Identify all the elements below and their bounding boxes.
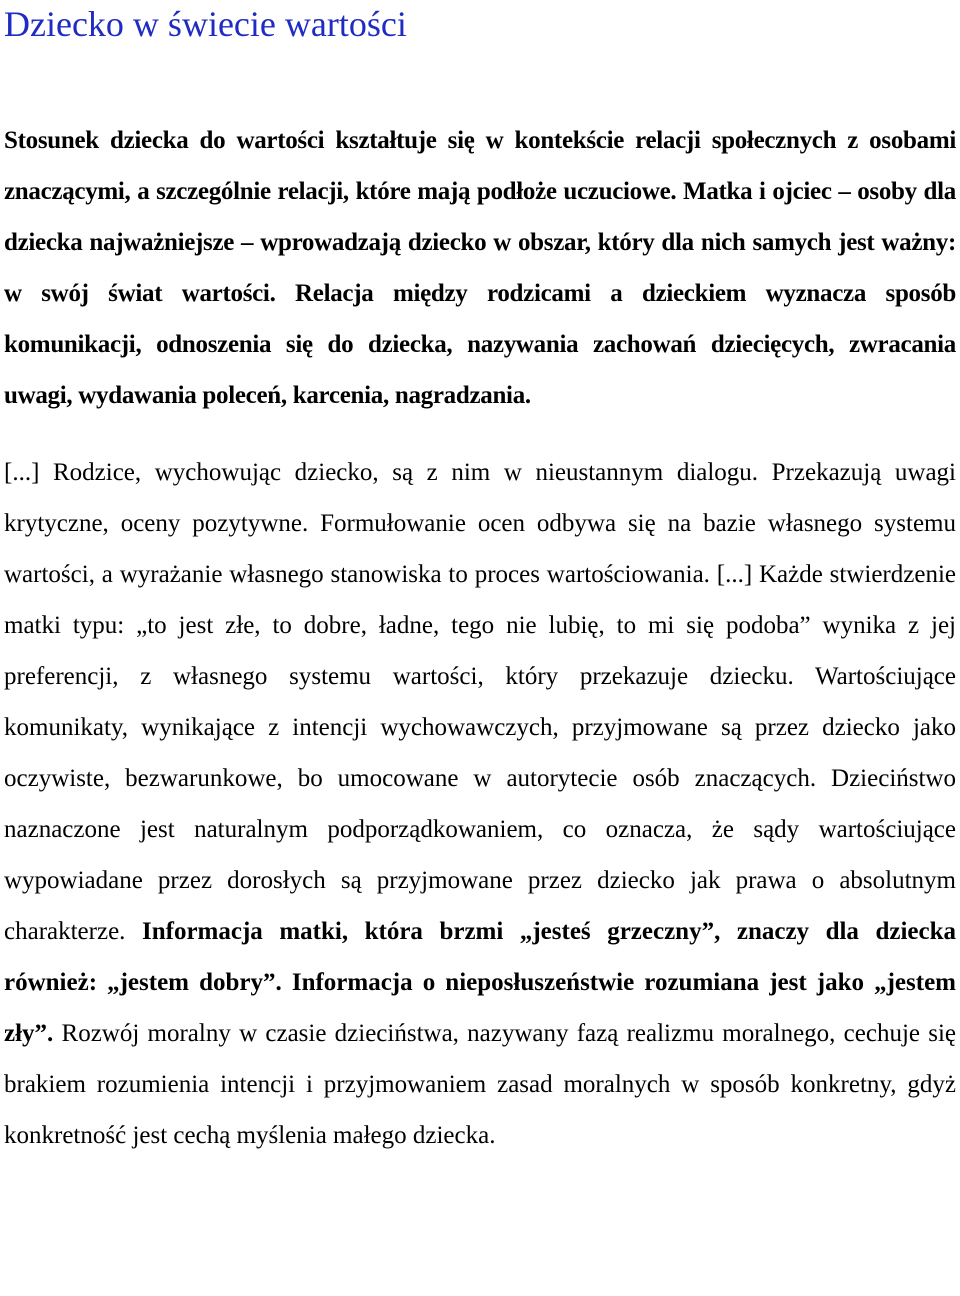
- document-page: [4, 0, 956, 1161]
- document-title: Dziecko w świecie wartości: [4, 4, 407, 44]
- quote-bold-text: Informacja matki, która brzmi „jesteś grzeczny”, znaczy dla dziecka również: „jestem dobry”. Informacja o nieposłuszeństwie rozumiana jest jako „jestem zły”.: [4, 918, 957, 1047]
- quote-paragraph: [4, 447, 956, 1161]
- quote-text-part1: [...] Rodzice, wychowując dziecko, są z nim w nieustannym dialogu. Przekazują uwagi krytyczne, oceny pozytywne. Formułowanie ocen odbywa się na bazie własnego systemu wartości, a wyrażanie własnego stanowiska to proces wartościowania. [...] Każde stwierdzenie matki typu: „to jest złe, to dobre, ładne, tego nie lubię, to mi się podoba” wynika z jej preferencji, z własnego systemu wartości, który przekazuje dziecku. Wartościujące komunikaty, wynikające z intencji wychowawczych, przyjmowane są przez dziecko jako oczywiste, bezwarunkowe, bo umocowane w autorytecie osób znaczących. Dzieciństwo naznaczone jest naturalnym podporządkowaniem, co oznacza, że sądy wartościujące wypowiadane przez dorosłych są przyjmowane przez dziecko jak prawa o absolutnym charakterze.: [4, 459, 956, 945]
- quote-text-part2: Rozwój moralny w czasie dzieciństwa, nazywany fazą realizmu moralnego, cechuje się brakiem rozumienia intencji i przyjmowaniem zasad moralnych w sposób konkretny, gdyż konkretność jest cechą myślenia małego dziecka.: [4, 1020, 956, 1149]
- intro-paragraph: Stosunek dziecka do wartości kształtuje się w kontekście relacji społecznych z osobami znaczącymi, a szczególnie relacji, które mają podłoże uczuciowe. Matka i ojciec – osoby dla dziecka najważniejsze – wprowadzają dziecko w obszar, który dla nich samych jest ważny: w swój świat wartości. Relacja między rodzicami a dzieckiem wyznacza sposób komunikacji, odnoszenia się do dziecka, nazywania zachowań dziecięcych, zwracania uwagi, wydawania poleceń, karcenia, nagradzania.: [4, 127, 956, 409]
